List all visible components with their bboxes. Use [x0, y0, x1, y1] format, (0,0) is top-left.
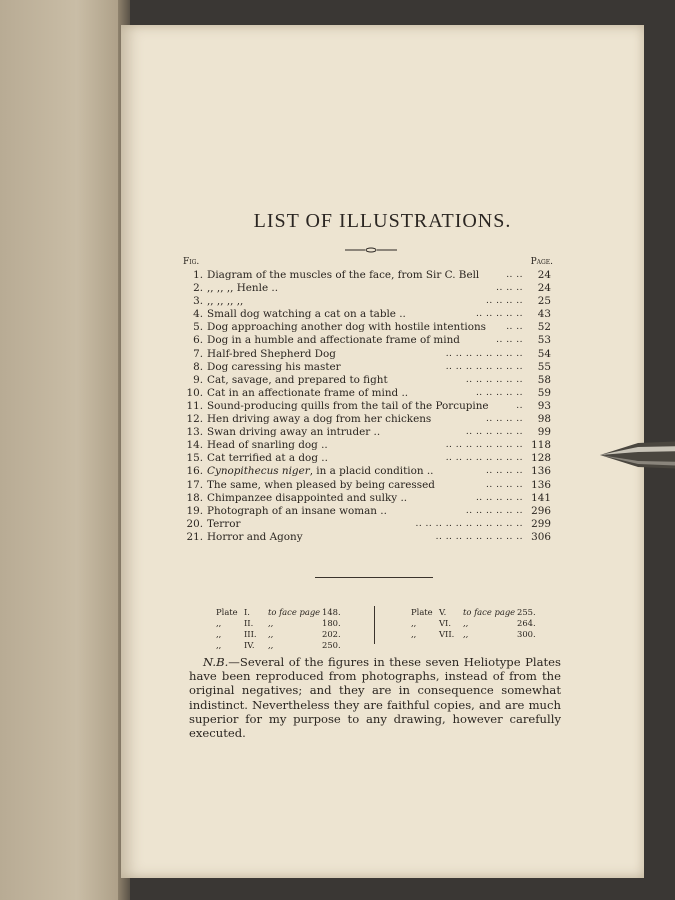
page-number: 59 [537, 386, 551, 399]
fig-number: 2. [193, 282, 203, 295]
page-number: 99 [537, 426, 551, 439]
fig-number: 5. [193, 321, 203, 334]
plate-roman: V. [439, 607, 447, 617]
page-number: 306 [531, 530, 551, 543]
plates-left [216, 607, 366, 651]
illustration-list [183, 269, 551, 544]
fig-caption: Terror [207, 517, 241, 530]
plate-row [411, 618, 571, 629]
leader-dots: .. .. .. .. .. .. .. .. .. [435, 531, 523, 542]
fig-caption: Head of snarling dog .. [207, 439, 328, 452]
plates-divider [374, 606, 375, 644]
plate-to-face: ,, [268, 640, 274, 650]
list-item [183, 334, 551, 347]
page-number: 141 [531, 491, 551, 504]
fig-caption: Diagram of the muscles of the face, from Sir C. Bell [207, 269, 480, 281]
page-number: 136 [531, 465, 551, 478]
leader-dots: .. .. .. .. [486, 414, 523, 425]
plate-page: 264. [517, 618, 536, 628]
leader-dots: .. .. .. [496, 283, 523, 294]
page-number: 299 [531, 517, 551, 530]
page-title: LIST OF ILLUSTRATIONS. [253, 210, 512, 232]
plate-label: Plate [411, 607, 433, 617]
fig-caption: Horror and Agony [207, 530, 303, 543]
leader-dots: .. .. .. .. .. .. .. .. .. .. .. [415, 518, 523, 529]
fig-caption: Hen driving away a dog from her chickens [207, 413, 432, 426]
fig-caption: Swan driving away an intruder .. [207, 426, 381, 439]
page-number: 98 [537, 413, 551, 426]
plate-to-face: to face page [268, 607, 321, 617]
list-item [183, 348, 551, 361]
plate-label: ,, [411, 618, 417, 628]
list-item [183, 505, 551, 518]
page-number: 24 [537, 269, 551, 281]
page-number: 53 [537, 334, 551, 347]
list-item [183, 439, 551, 452]
fig-number: 21. [186, 530, 203, 543]
plate-page: 300. [517, 629, 536, 639]
plates-right [411, 607, 571, 640]
list-item [183, 479, 551, 492]
nb-paragraph [189, 655, 561, 740]
fig-caption: Cat, savage, and prepared to fight [207, 373, 388, 386]
plate-to-face: ,, [268, 629, 274, 639]
page-number: 55 [537, 360, 551, 373]
fig-number: 20. [186, 517, 203, 530]
plate-label: ,, [411, 629, 417, 639]
list-item [183, 518, 551, 531]
plate-row [216, 640, 366, 651]
leader-dots: .. .. .. .. .. .. .. .. [445, 361, 523, 372]
fig-number: 1. [193, 269, 203, 281]
page-number: 93 [537, 399, 551, 412]
leader-dots: .. .. .. .. [486, 296, 523, 307]
page-number: 128 [531, 452, 551, 465]
list-item [183, 282, 551, 295]
fig-number: 7. [193, 347, 203, 360]
plate-row [216, 607, 366, 618]
fig-caption: Chimpanzee disappointed and sulky .. [207, 491, 408, 504]
page-number: 136 [531, 478, 551, 491]
fig-number: 9. [193, 373, 203, 386]
plate-row [216, 629, 366, 640]
page-number: 58 [537, 373, 551, 386]
fig-number: 4. [193, 308, 203, 321]
plate-to-face: to face page [463, 607, 516, 617]
list-item [183, 413, 551, 426]
plate-row [411, 629, 571, 640]
page-number: 43 [537, 308, 551, 321]
section-rule [315, 577, 433, 578]
list-item [183, 269, 551, 282]
fig-caption: Dog approaching another dog with hostile intentions [207, 321, 486, 334]
fig-number: 12. [186, 413, 203, 426]
list-item [183, 400, 551, 413]
plate-label: ,, [216, 640, 222, 650]
plate-page: 250. [322, 640, 341, 650]
leader-dots: .. .. .. .. .. [475, 387, 523, 398]
leader-dots: .. .. .. .. .. .. [465, 427, 523, 438]
species-name: Cynopithecus niger [207, 465, 310, 478]
title-ornament [345, 247, 397, 253]
fig-caption: The same, when pleased by being caressed [207, 478, 435, 491]
leader-dots: .. .. .. .. .. .. .. .. [445, 453, 523, 464]
leader-dots: .. .. .. .. .. .. .. .. [445, 348, 523, 359]
list-item [183, 387, 551, 400]
page-number: 52 [537, 321, 551, 334]
list-item [183, 465, 551, 478]
fig-number: 8. [193, 360, 203, 373]
list-item [183, 374, 551, 387]
plate-roman: III. [244, 629, 257, 639]
leader-dots: .. .. .. .. .. .. [465, 374, 523, 385]
column-headers [183, 257, 553, 269]
fig-caption: Cynopithecus niger, in a placid condition .. [207, 465, 434, 478]
fig-number: 15. [186, 452, 203, 465]
fig-number: 13. [186, 426, 203, 439]
fig-number: 10. [186, 386, 203, 399]
leader-dots: .. .. .. .. .. [475, 309, 523, 320]
plate-roman: IV. [244, 640, 255, 650]
plate-page: 255. [517, 607, 536, 617]
nb-label: N.B. [203, 655, 229, 669]
fig-caption: Cat terrified at a dog .. [207, 452, 328, 465]
fig-number: 17. [186, 478, 203, 491]
plate-label: Plate [216, 607, 238, 617]
page-number: 118 [531, 439, 551, 452]
fig-caption: Half-bred Shepherd Dog [207, 347, 336, 360]
leader-dots: .. .. .. .. .. .. .. .. [445, 440, 523, 451]
list-item [183, 492, 551, 505]
fig-caption: ,, ,, ,, Henle .. [207, 282, 279, 295]
fig-caption: Cat in an affectionate frame of mind .. [207, 386, 409, 399]
fig-number: 11. [186, 399, 203, 412]
page-header: Page. [530, 257, 553, 267]
fig-caption: Sound-producing quills from the tail of the Porcupine [207, 399, 489, 412]
page-number: 54 [537, 347, 551, 360]
fig-header: Fig. [183, 257, 200, 267]
fig-number: 6. [193, 334, 203, 347]
plate-row [216, 618, 366, 629]
fig-number: 14. [186, 439, 203, 452]
list-item [183, 426, 551, 439]
list-item [183, 452, 551, 465]
nb-text: —Several of the figures in these seven Heliotype Plates have been reproduced from photographs, instead of from the original negatives; and they are in consequence somewhat indistinct. Nevertheless they are faithful copies, and are much superior for my purpose to any drawing, however carefully executed. [189, 655, 561, 741]
plate-roman: VII. [439, 629, 455, 639]
fig-number: 16. [186, 465, 203, 478]
plate-to-face: ,, [463, 618, 469, 628]
fig-caption: Dog in a humble and affectionate frame of mind [207, 334, 460, 347]
plate-page: 202. [322, 629, 341, 639]
plate-label: ,, [216, 618, 222, 628]
fig-number: 3. [193, 295, 203, 308]
fig-number: 19. [186, 504, 203, 517]
book-page [121, 25, 644, 878]
plate-label: ,, [216, 629, 222, 639]
fig-number: 18. [186, 491, 203, 504]
page-number: 25 [537, 295, 551, 308]
plate-row [411, 607, 571, 618]
leader-dots: .. .. .. .. .. .. [465, 505, 523, 516]
list-item [183, 321, 551, 334]
fig-caption: ,, ,, ,, ,, [207, 295, 244, 308]
plate-to-face: ,, [463, 629, 469, 639]
list-item [183, 308, 551, 321]
plate-roman: II. [244, 618, 254, 628]
leader-dots: .. .. [506, 322, 523, 333]
list-item [183, 361, 551, 374]
list-item [183, 295, 551, 308]
list-item [183, 531, 551, 544]
plate-roman: VI. [439, 618, 452, 628]
plate-to-face: ,, [268, 618, 274, 628]
fig-caption: Dog caressing his master [207, 360, 341, 373]
plate-page: 180. [322, 618, 341, 628]
leader-dots: .. .. .. [496, 335, 523, 346]
fig-caption: Small dog watching a cat on a table .. [207, 308, 406, 321]
plate-roman: I. [244, 607, 250, 617]
fig-caption: Photograph of an insane woman .. [207, 504, 387, 517]
leader-dots: .. .. .. .. [486, 466, 523, 477]
leader-dots: .. .. .. .. .. [475, 492, 523, 503]
leader-dots: .. [516, 400, 523, 411]
left-page [0, 0, 128, 900]
page-number: 24 [537, 282, 551, 295]
leader-dots: .. .. [506, 270, 523, 280]
leader-dots: .. .. .. .. [486, 479, 523, 490]
pen-pointer-icon [598, 437, 675, 473]
plate-page: 148. [322, 607, 341, 617]
page-number: 296 [531, 504, 551, 517]
